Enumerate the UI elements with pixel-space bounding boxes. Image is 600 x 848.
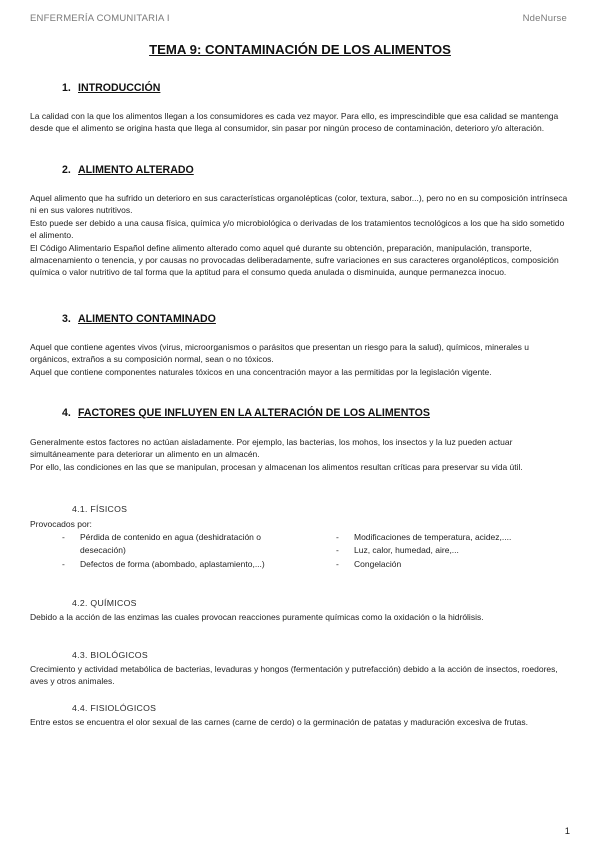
- paragraph: Entre estos se encuentra el olor sexual de las carnes (carne de cerdo) o la germinación de patatas y maduración excesiva de frutas.: [30, 717, 528, 727]
- section-heading-factores: [62, 407, 430, 419]
- section-body-alimento-contaminado: [30, 341, 570, 378]
- list-item: [336, 558, 576, 571]
- page-title: TEMA 9: CONTAMINACIÓN DE LOS ALIMENTOS: [149, 42, 451, 57]
- section-number: 1.: [62, 82, 71, 94]
- section-number: 3.: [62, 313, 71, 325]
- section-heading-alimento-alterado: [62, 164, 194, 176]
- list-item-text: Luz, calor, humedad, aire,...: [354, 545, 459, 556]
- section-number: 2.: [62, 164, 71, 176]
- bullet-dash: -: [62, 558, 65, 569]
- section-body-alimento-alterado: [30, 192, 570, 279]
- page-number: 1: [564, 826, 570, 837]
- bullet-list-right: [336, 531, 576, 571]
- section-heading-alimento-contaminado: [62, 313, 216, 325]
- running-header-course: ENFERMERÍA COMUNITARIA I: [30, 13, 170, 24]
- paragraph: La calidad con la que los alimentos llegan a los consumidores es cada vez mayor. Para ello, es imprescindible que esa calidad se mantenga desde que el alimento se origina hasta que llega al consumidor, sin pasar por ningún proceso de contaminación, deterioro y/o alteración.: [30, 111, 559, 134]
- list-item-text: Congelación: [354, 558, 402, 569]
- paragraph: El Código Alimentario Español define alimento alterado como aquel qué durante su obtención, preparación, manipulación, transporte, almacenamiento o tenencia, y por causas no provocadas deliberadamente, sufre variaciones en sus caracteres organolépticos, composición química o valor nutritivo de tal forma que la aptitud para el consumo queda anulada o disminuida, aunque permanezca inocuo.: [30, 242, 559, 278]
- subsection-body-quimicos: [30, 611, 570, 623]
- section-label: FACTORES QUE INFLUYEN EN LA ALTERACIÓN DE LOS ALIMENTOS: [78, 407, 430, 419]
- paragraph: Aquel que contiene componentes naturales tóxicos en una concentración mayor a las permitidas por la legislación vigente.: [30, 366, 492, 377]
- paragraph: Debido a la acción de las enzimas las cuales provocan reacciones puramente químicas como la oxidación o la hidrólisis.: [30, 612, 484, 622]
- list-item-text: Pérdida de contenido en agua (deshidratación o desecación): [80, 532, 261, 556]
- bullet-dash: -: [336, 532, 339, 542]
- section-body-factores: [30, 436, 570, 473]
- paragraph: Generalmente estos factores no actúan aisladamente. Por ejemplo, las bacterias, los mohos, los insectos y la luz pueden actuar simultáneamente para deteriorar un alimento en un almacén.: [30, 437, 513, 460]
- subsection-intro-fisicos: [30, 518, 570, 530]
- paragraph: Provocados por:: [30, 519, 92, 529]
- subsection-heading-fisicos: 4.1. FÍSICOS: [72, 504, 128, 514]
- bullet-dash: -: [336, 545, 339, 556]
- list-item: [62, 531, 267, 558]
- subsection-heading-biologicos: 4.3. BIOLÓGICOS: [72, 650, 148, 660]
- running-header-author: NdeNurse: [522, 13, 567, 24]
- bullet-dash: -: [336, 558, 339, 569]
- paragraph: Aquel alimento que ha sufrido un deterioro en sus características organolépticas (color, textura, sabor...), pero no en su composición intrínseca ni en sus valores nutritivos.: [30, 193, 568, 216]
- subsection-heading-quimicos: 4.2. QUÍMICOS: [72, 598, 137, 608]
- section-body-introduccion: [30, 110, 570, 135]
- subsection-heading-fisiologicos: 4.4. FISIOLÓGICOS: [72, 703, 157, 713]
- list-item-text: Modificaciones de temperatura, acidez,....: [354, 532, 512, 542]
- bullet-dash: -: [62, 532, 65, 542]
- section-number: 4.: [62, 407, 71, 419]
- section-label: ALIMENTO ALTERADO: [78, 164, 194, 176]
- subsection-body-biologicos: [30, 663, 570, 688]
- section-heading-introduccion: [62, 82, 160, 94]
- paragraph: Por ello, las condiciones en las que se manipulan, procesan y almacenan los alimentos resultan críticas para preservar su vida útil.: [30, 461, 523, 472]
- bullet-list-left: [62, 531, 267, 571]
- list-item: [336, 544, 576, 557]
- list-item-text: Defectos de forma (abombado, aplastamiento,...): [80, 558, 265, 569]
- section-label: INTRODUCCIÓN: [78, 82, 161, 94]
- subsection-body-fisiologicos: [30, 716, 570, 728]
- paragraph: Aquel que contiene agentes vivos (virus, microorganismos o parásitos que presentan un riesgo para la salud), químicos, minerales u orgánicos, extraños a su composición normal, sean o no tóxicos.: [30, 342, 529, 365]
- section-label: ALIMENTO CONTAMINADO: [78, 313, 216, 325]
- list-item: [62, 558, 267, 571]
- paragraph: Crecimiento y actividad metabólica de bacterias, levaduras y hongos (fermentación y putrefacción) debido a la acción de insectos, roedores, aves y otros animales.: [30, 664, 558, 687]
- list-item: [336, 531, 576, 544]
- paragraph: Esto puede ser debido a una causa física, química y/o microbiológica o derivadas de los tratamientos tecnológicos a los que ha sido sometido el alimento.: [30, 217, 565, 241]
